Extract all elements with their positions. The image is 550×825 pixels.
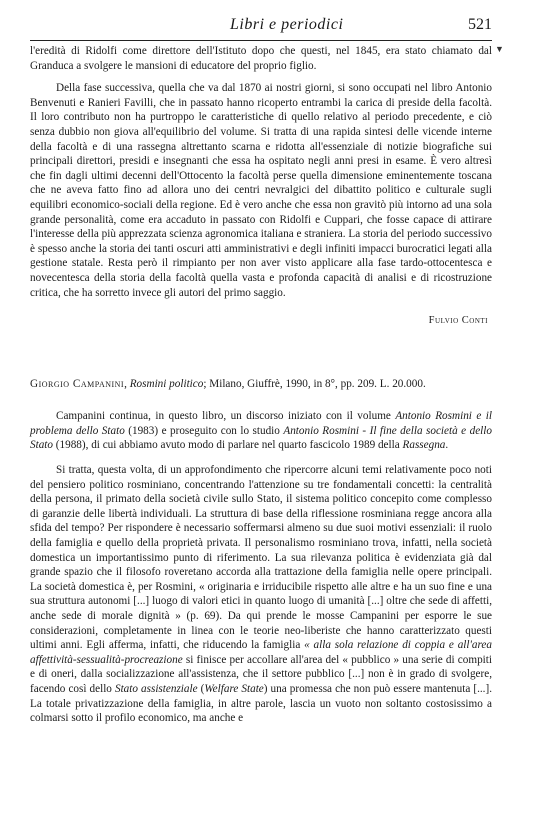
italic-run: Stato assistenziale <box>114 682 198 695</box>
text-run: si finisce per accollare all'area del « pubblico » una serie di compiti e di oneri, dalla socializzazione all'assistenza, che il settore pubblico [...] non è in grado di svolgere, facendo così dello <box>30 653 492 695</box>
review1-paragraph-1: l'eredità di Ridolfi come direttore dell'Istituto dopo che questi, nel 1845, era stato chiamato dal Granduca a svolgere le mansioni di educatore del proprio figlio. <box>30 45 492 72</box>
review2-paragraph-1 <box>30 409 492 453</box>
page-body <box>30 44 492 726</box>
text-run: ( <box>197 682 205 695</box>
margin-mark-icon: ▼ <box>495 44 504 54</box>
running-title: Libri e periodici <box>230 16 344 33</box>
text-run: Campanini continua, in questo libro, un discorso iniziato con il volume <box>56 410 396 423</box>
italic-run: Antonio Rosmini e il problema dello Stato <box>30 410 493 437</box>
document-page <box>30 14 492 726</box>
italic-run: Welfare State <box>204 682 264 695</box>
text-run: . <box>445 439 449 452</box>
text-run: (1988), di cui abbiamo avuto modo di parlare nel quarto fascicolo 1989 della <box>53 439 403 452</box>
review2-author: Giorgio Campanini <box>30 377 125 390</box>
page-number: 521 <box>468 16 492 33</box>
text-run: (1983) e proseguito con lo studio <box>124 424 284 437</box>
review1-signature: Fulvio Conti <box>428 315 488 327</box>
italic-run: Rassegna <box>402 439 446 452</box>
review2-heading: Giorgio Campanini, Rosmini politico; Milano, Giuffrè, 1990, in 8°, pp. 209. L. 20.000. <box>30 377 426 390</box>
text-run: ) una promessa che non può essere mantenuta [...]. La totale privatizzazione della famiglia, in altre parole, lascia un vuoto non soltanto costosissimo a colmarsi sotto il profilo economico, ma anche e <box>30 682 493 725</box>
review2-publication: ; Milano, Giuffrè, 1990, in 8°, pp. 209. L. 20.000. <box>203 377 426 390</box>
italic-run: Antonio Rosmini - Il fine della società e dello Stato <box>30 424 492 452</box>
italic-run: « alla sola relazione di coppia e all'area affettività-sessualità-procreazione <box>30 639 492 666</box>
review2-book-title: Rosmini politico <box>129 377 204 390</box>
running-header <box>30 14 492 41</box>
review1-paragraph-2: Della fase successiva, quella che va dal 1870 ai nostri giorni, si sono occupati nel libro Antonio Benvenuti e Ranieri Favilli, che in passato hanno ricoperto entrambi la carica di preside della facoltà. Il loro contributo non ha purtroppo le caratteristiche di quello relativo al periodo precedente, e ciò senza dubbio non giova all'equilibrio del volume. Si tratta di una rapida sintesi delle vicende interne della facoltà e di una rassegna altrettanto scarna e ridotta all'essenziale di notizie biografiche sui principali direttori, presidi e insegnanti che essa ha ospitato negli anni presi in esame. È vero altresì che fin dagli ultimi decenni dell'Ottocento la facoltà perse quella dimensione eminentemente toscana che ne aveva fatto fino ad allora uno dei centri nevralgici del dibattito politico e culturale sugli equilibri economico-sociali della regione. Ed è vero anche che essa non gravitò più intorno ad una sola grande personalità, come era accaduto in passato con Ridolfi e Cuppari, che fosse capace di attirare l'interesse della più apprezzata scienza agronomica italiana e straniera. La storia del periodo successivo è spesso anche la storia dei tanti oscuri atti amministrativi e degli infiniti impacci burocratici legati alla gestione statale. Resta però il rimpianto per non aver visto applicare alla fase tardo-ottocentesca e novecentesca della storia della facoltà quella vasta e profonda capacità di analisi e di ricostruzione critica, che ha sorretto invece gli autori del primo saggio. <box>30 82 492 299</box>
text-run: Si tratta, questa volta, di un approfondimento che ripercorre alcuni temi relativamente poco noti del pensiero politico rosminiano, concentrando l'attenzione su tre fondamentali concetti: la centralità della persona, il primato della società civile sullo Stato, il sistema politico concepito come complesso di garanzie delle libertà individuali. La struttura di base della riflessione rosminiana regge ancora alla sfida del tempo? Per rispondere è necessario soffermarsi almeno su due suoi motivi essenziali: il ruolo della famiglia e quello della proprietà privata. Il personalismo rosminiano trova, infatti, nella società domestica un importantissimo punto di riferimento. La sua rilevanza politica è evidenziata già dal grande spazio che il filosofo roveretano accorda alla trattazione della famiglia nelle opere principali. La società domestica è, per Rosmini, « originaria e irriducibile rispetto alle altre e ha un suo fine e una sua struttura autonomi [...] luogo di valori etici in quanto luogo di umanità [...] oltre che sede di affetti, anche sede di morale dignità » (p. 69). Da qui prende le mosse Campanini per esporre le sue considerazioni, completamente in linea con le teorie neo-liberiste che hanno caratterizzato questi ultimi anni. Egli afferma, infatti, che riducendo la famiglia <box>30 464 492 652</box>
review2-paragraph-2 <box>30 463 492 726</box>
